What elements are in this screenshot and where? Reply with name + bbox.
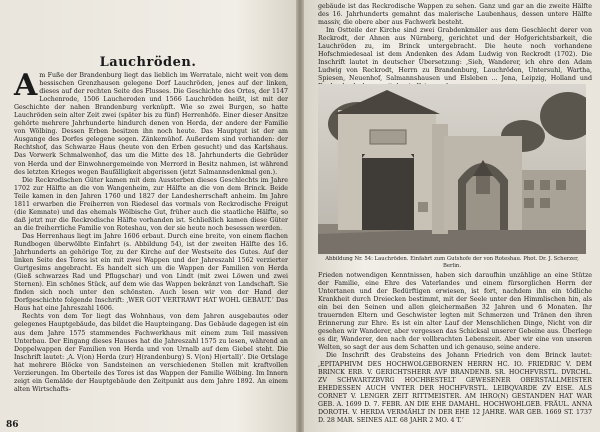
right-top-text (318, 3, 592, 83)
gateway-illustration (318, 84, 586, 254)
paragraph-estates: Die Reckrodischen Güter kamen mit dem Aussterben dieses Geschlechts im Jahre 1702 zur Hälfte an die von Wangenheim, zur Hälfte an die von dem Brinck. Beide Teile kamen in den Jahren 1760 und 1827 der Landesherrschaft anheim. Im Jahre 1811 erwarben die Freiherren von Riedesel das vormals von Reckrodische Freigut (die Kemnate) und das ehemals Wölbische Gut, früher auch die staatliche Hälfte, so daß jetzt nur die Reckrodische Hälfte vorhanden ist. Schließlich kamen diese Güter an die freiherrliche Familie von Roteshau, von der sie heute noch besessen werden. (14, 176, 288, 232)
photo-caption: Abbildung Nr. 54: Lauchröden. Einfahrt zum Gutshofe der von Roteshau. Phot. Dr. J. Scherzer, Berlin. (325, 256, 579, 269)
paragraph-inscription: Die Inschrift des Grabsteins des Johann Friedrich von dem Brinck lautet: ‚EPITAPHIVM DES HOCHWOLGEBORNEN HERRN HC. IO. FRIEDRIC V. DEM BRINCK ERB. V. GERICHTSHERR AVF BRANDENB. SR. HOCHFVRSTL. DVRCHL. ZV SCHWARTZBVRG HOCHBESTELT GEWESENER OBERSTALLMEISTER EHEDESSEN AUCH VNTER DER HOCHFVRSTL. LEIBQVARDE ZV EISE. ALS CORNET V. LENGER ZEIT RITTMEISTER. AM IHRO(N) GESTANDEN HAT WAR GEB. A. 1699 D. 7. FEBR. AN DIE EHE DAMAHL. HOCHWOHLGEB. FRÄUL. ANNA DOROTH. V. HERDA VERMÄHLT IN DER EHE 12 JAHRE. WAR GEB. 1669 ST. 1737 D. 28 MAR. SEINES ALT. 68 JAHR 2 MO. 4 T.‘ (318, 352, 592, 424)
photo-gateway (318, 84, 586, 254)
drop-cap: A (14, 68, 38, 103)
paragraph-intro (14, 68, 288, 177)
paragraph-grave-monuments: Im Ostteile der Kirche sind zwei Grabdenkmäler aus dem Geschlecht derer von Reckrodt, der Ahnen aus Nürnberg, gerichtet und der Hofgerichtsbarkeit, die Lauchröden zu, im Brinck untergebracht. Die heute noch vorhandene Hofschmiedesaal ist dem Andenken des Adam Ludwig von Reckrodt (1702). Die Inschrift lautet in deutscher Übersetzung: ‚Sieh, Wanderer, ich ehre den Adam Ludwig von Reckrodt, Herrn zu Brandenburg, Lauchröden, Untersuhl, Wartha, Spiesen, Neuenhof, Salmannshausen und Elsleben ... Jena, Leipzig, Holland und (318, 27, 592, 83)
right-bottom-text (318, 272, 592, 430)
book-gutter (296, 0, 304, 432)
paragraph-manor-house: Das Herrenhaus liegt im Jahre 1606 erbaut. Durch eine breite, von einem flachen Rundbogen überwölbte Einfahrt (s. Abbildung 54), ist der zweiten Hälfte des 16. Jahrhunderts an gehörige Tor, zu der Kirche auf der Westseite des Gutes. Auf der linken Seite des Tores ist ein mit zwei Wappen und der Jahreszahl 1562 verzierter Gurtgesims angebracht. Es handelt sich um die Wappen der Familien von Herda (Gieß schwarzes Rad und Pflugschar) und von Lindt (mit zwei Löwen und zwei Sternen). Ein schönes Stück, auf dem wie das Wappen bekränzt von Landschaft. Sie finden sich noch unter den schönsten. Auch lesen wir von der Hand der Dorfgeschichte folgende Inschrift: ‚WER GOT VERTRAWT HAT WOHL GEBAUT.‘ Das Haus hat eine Jahreszahl 1606. (14, 232, 288, 313)
right-page (304, 0, 600, 432)
paragraph-outbuildings: Rechts von dem Tor liegt das Wohnhaus, von dem Jahren ausgebautes oder gelegenes Hauptgebäude, das bildet die Haupteingang. Das Gebäude dagegen ist ein aus dem Jahre 1575 stammendes Fachwerkhaus mit einem zum Teil massiven Unterbau. Der Eingang dieses Hauses hat die Jahreszahl 1575 zu lesen, während an Doppelwappen der Familien von Herda und von Urnalb auf dem Giebel steht. Die Inschrift lautet: ‚A. V(on) Herda (zur) H(randenburg) S. V(on) H(ertall)‘. Die Ortslage hat mehrere Blöcke von Sandsteinen an verschiedenen Stellen mit kraftvollen Verzierungen. Im Oberteile des Tores ist das Wappen der Familie Wölbing. Im Innern zeigt ein Gemälde der Hauptgebäude den Zeitpunkt aus dem Jahre 1892. An einem alten Wirtschafts- (14, 313, 288, 393)
article-title: Lauchröden. (99, 55, 197, 70)
page-number: 86 (6, 420, 19, 430)
left-page (0, 0, 296, 432)
paragraph-intro-text: m Fuße der Brandenburg liegt das lieblich im Werratale, nicht weit von dem hessischen Grenzhausen gelegene Dorf Lauchröden, jenes auf der linken, dieses auf der rechten Seite des Flusses. Die Geschichte des Ortes, der 1147 Lochenrode, 1506 Laucheroden und 1566 Lauchröden heißt, ist mit der Geschichte der nahen Brandenburg verknüpft. Wie so zwei Burgen, so hatte Lauchröden sein alter Zeit zwei (später bis zu fünf) Herrenhöfe. Einer dieser Ansitze gehörte mehrere Jahrhunderte hindurch denen von Herda, der andere der Familie von Wölbing. Dessen Erben besitzen ihn noch heute. Das Hauptgut ist der am Ausgange des Dorfes gelegene sogen. Zänkemühof. Außerdem sind vorhanden: der Rechtshof, das Schwarze Haus (heute von den Erben gesucht) und das Karlshaus. Das Vorwerk Schmalwenhof, das um die Mitte des 18. Jahrhunderts die Gebrüder von Herda und der Einwohnergemeinde von Merrord in Besitz nahmen, ist während des letzten Krieges wegen Baufälligkeit abgerissen (jetzt Salmannsdenkmal gen.). (14, 72, 288, 176)
left-text-column (14, 68, 288, 424)
paragraph-epitaph: Frieden notwendigen Kenntnissen, haben sich daraufhin unzählige an eine Stütze der Familie, eine Ehre des Vaterlandes und einem fürsorglichen Herrn der Untertanen und der Bedürftigen erwiesen, ist fort, nachdem ihn ein tödliche Krankheit durch Dreiecken bestimmt, mit der Seele unter den Himmlischen hin, als ein bei den Seinen und allen gleichermaßen 32 Jahren und 6 Monaten. Ihr trauernden Eltern und Geschwister legten mit Schmerzen und Tränen den ihren Erinnerung zur Ehre. Es ist ein alter Lauf der Menschlichen Dinge, Nicht von dir gesehen wir Wanderer, aber vergessen das Schicksal unserer Gebeine aus. Überlege es dir, Wanderer, den nach der vollbrachten Lebenszeit. Aber wir eine von unseren Welten, so sagt der aus dem Schatten und ich genauso, seine andere. (318, 272, 592, 352)
paragraph-continuation: gebäude ist das Reckrodische Wappen zu sehen. Ganz und gar an die zweite Hälfte des 16. Jahrhunderts gemahnt das malerische Laubenhaus, dessen untere Hälfte massiv, die obere aber aus Fachwerk besteht. (318, 3, 592, 27)
